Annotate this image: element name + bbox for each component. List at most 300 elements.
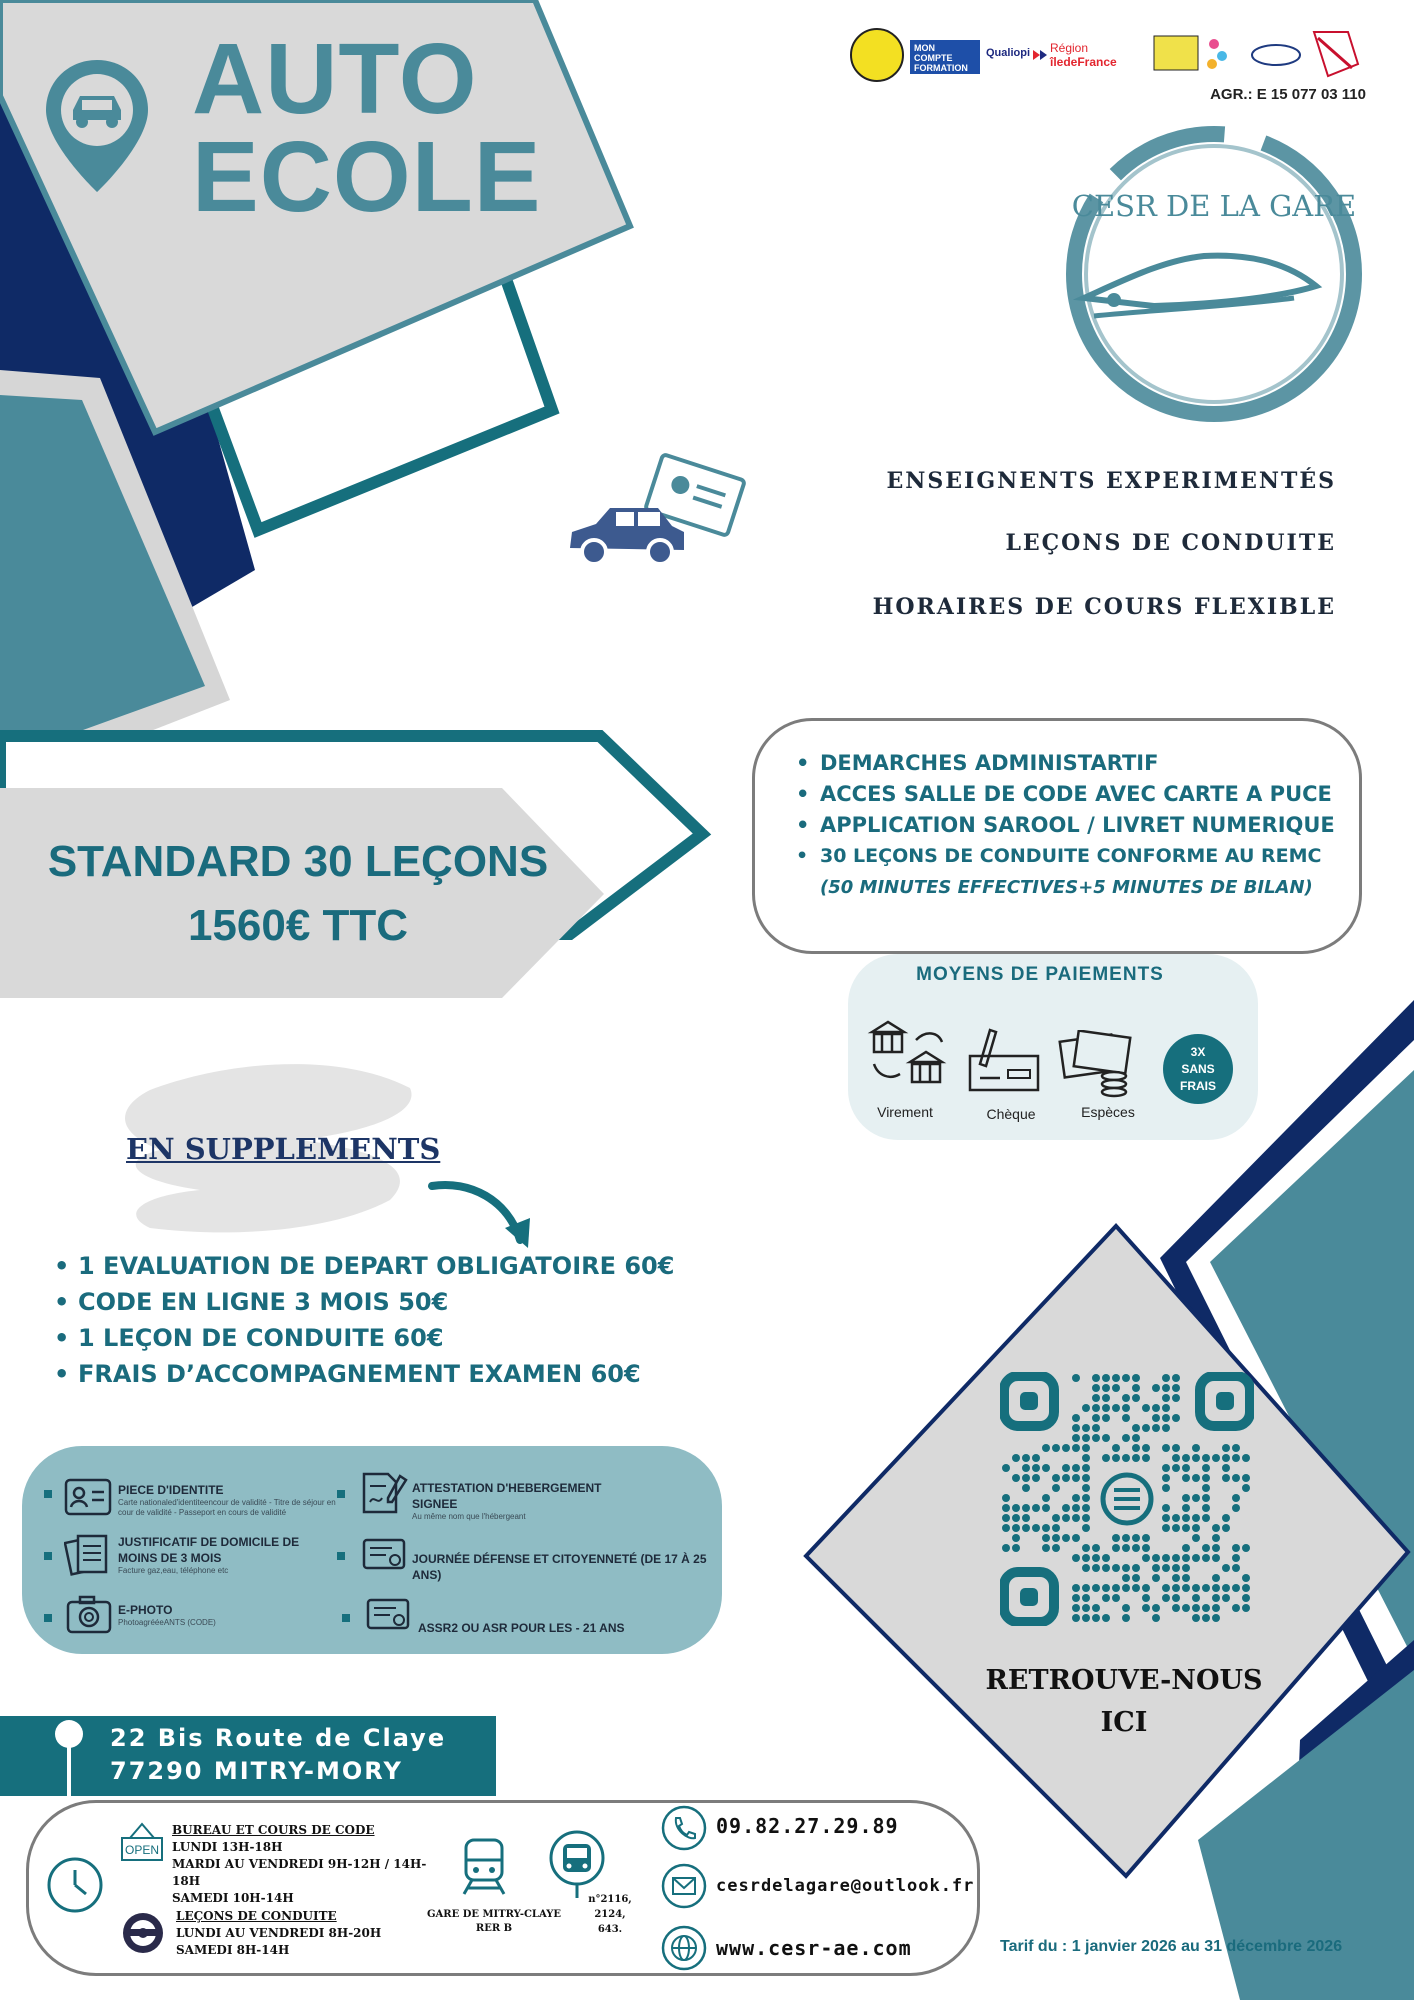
bus-label-3: 643. [597, 1924, 623, 1935]
ecole-conduite-qualite-logo [851, 29, 903, 81]
qr-module [1102, 1454, 1110, 1462]
qr-module [1072, 1504, 1080, 1512]
qr-module [1152, 1404, 1160, 1412]
qr-module [1082, 1594, 1090, 1602]
qr-module [1092, 1414, 1100, 1422]
driving-hours-line: LUNDI AU VENDREDI 8H-20H [176, 1926, 382, 1940]
qr-module [1222, 1454, 1230, 1462]
qr-module [1202, 1494, 1210, 1502]
hero-title-line2: ECOLE [192, 121, 542, 233]
doc-bullet [337, 1552, 345, 1560]
qr-module [1202, 1474, 1210, 1482]
qr-module [1102, 1434, 1110, 1442]
qr-module [1192, 1524, 1200, 1532]
supplement-item: • 1 LEÇON DE CONDUITE 60€ [50, 1320, 700, 1356]
doc-item [412, 1480, 612, 1522]
badge-line1: 3X [1190, 1044, 1206, 1059]
qr-module [1072, 1474, 1080, 1482]
qr-module [1182, 1554, 1190, 1562]
qr-module [1022, 1454, 1030, 1462]
qr-module [1052, 1524, 1060, 1532]
qr-module [1042, 1464, 1050, 1472]
office-hours-line: SAMEDI 10H-14H [172, 1891, 294, 1905]
qr-module [1002, 1544, 1010, 1552]
qr-module [1052, 1474, 1060, 1482]
centre-formation-logo [1209, 39, 1219, 49]
driving-hours-line: SAMEDI 8H-14H [176, 1943, 290, 1957]
open-sign-text: OPEN [124, 1843, 160, 1857]
qr-module [1022, 1474, 1030, 1482]
qr-module [1102, 1564, 1110, 1572]
qr-module [1112, 1584, 1120, 1592]
qr-module [1112, 1564, 1120, 1572]
doc-title: JOURNÉE DÉFENSE ET CITOYENNETÉ (DE 17 À 25 ANS) [412, 1552, 707, 1582]
doc-sub: Facture gaz,eau, téléphone etc [118, 1566, 229, 1575]
qr-module [1072, 1604, 1080, 1612]
supplement-item: • 1 EVALUATION DE DEPART OBLIGATOIRE 60€ [50, 1248, 700, 1284]
qr-module [1162, 1404, 1170, 1412]
qr-module [1162, 1524, 1170, 1532]
doc-title: ASSR2 OU ASR POUR LES - 21 ANS [418, 1621, 625, 1635]
mcf-text-2: COMPTE [914, 53, 953, 63]
qr-module [1092, 1554, 1100, 1562]
payment-label-especes: Espèces [1081, 1104, 1135, 1120]
qr-module [1192, 1454, 1200, 1462]
qr-module [1152, 1414, 1160, 1422]
qr-module [1002, 1494, 1010, 1502]
qr-module [1122, 1454, 1130, 1462]
brand-logo [1054, 120, 1364, 430]
qr-module [1082, 1484, 1090, 1492]
qr-module [1122, 1414, 1130, 1422]
qr-module [1012, 1504, 1020, 1512]
qr-module [1172, 1374, 1180, 1382]
qr-module [1222, 1584, 1230, 1592]
supplements-title: EN SUPPLEMENTS [126, 1132, 441, 1166]
qr-module [1102, 1394, 1110, 1402]
qr-module [1112, 1534, 1120, 1542]
qr-module [1192, 1614, 1200, 1622]
qr-module [1162, 1514, 1170, 1522]
qr-module [1242, 1594, 1250, 1602]
clock-icon [46, 1856, 104, 1914]
mcf-text-1: MON [914, 43, 935, 53]
mcf-text-3: FORMATION [914, 63, 968, 73]
qr-module [1172, 1454, 1180, 1462]
qr-module [1162, 1414, 1170, 1422]
qr-module [1212, 1454, 1220, 1462]
qr-module [1122, 1574, 1130, 1582]
id-card-icon [64, 1478, 112, 1516]
qr-module [1182, 1494, 1190, 1502]
qr-module [1012, 1524, 1020, 1532]
qr-module [1242, 1584, 1250, 1592]
qr-module [1082, 1464, 1090, 1472]
qr-module [1132, 1374, 1140, 1382]
qr-module [1062, 1504, 1070, 1512]
doc-bullet [44, 1614, 52, 1622]
qr-module [1052, 1534, 1060, 1542]
qr-module [1132, 1394, 1140, 1402]
qr-module [1082, 1514, 1090, 1522]
qr-module [1232, 1554, 1240, 1562]
qr-module [1202, 1584, 1210, 1592]
included-note: (50 MINUTES EFFECTIVES+5 MINUTES DE BILAN) [820, 877, 1313, 898]
location-car-icon [40, 56, 154, 196]
qr-module [1032, 1504, 1040, 1512]
qr-module [1102, 1614, 1110, 1622]
doc-bullet [337, 1490, 345, 1498]
qr-module [1162, 1504, 1170, 1512]
included-item: • ACCES SALLE DE CODE AVEC CARTE A PUCE [792, 779, 1352, 810]
payment-label-virement: Virement [877, 1104, 933, 1120]
qr-module [1102, 1584, 1110, 1592]
qr-module [1082, 1454, 1090, 1462]
qr-module [1152, 1384, 1160, 1392]
qr-module [1172, 1414, 1180, 1422]
office-hours-line: MARDI AU VENDREDI 9H-12H / 14H-18H [172, 1857, 427, 1888]
qr-module [1002, 1464, 1010, 1472]
qr-module [1072, 1444, 1080, 1452]
qr-module [1222, 1474, 1230, 1482]
qr-module [1102, 1554, 1110, 1562]
qr-module [1062, 1534, 1070, 1542]
qr-module [1192, 1474, 1200, 1482]
qr-module [1172, 1564, 1180, 1572]
qr-module [1142, 1554, 1150, 1562]
qr-module [1082, 1554, 1090, 1562]
qr-caption [964, 1660, 1284, 1744]
qr-module [1192, 1584, 1200, 1592]
qr-module [1152, 1604, 1160, 1612]
qr-module [1022, 1524, 1030, 1532]
qr-module [1222, 1444, 1230, 1452]
qr-module [1242, 1484, 1250, 1492]
qr-module [1082, 1434, 1090, 1442]
qr-module [1162, 1444, 1170, 1452]
qr-module [1082, 1444, 1090, 1452]
qr-module [1082, 1614, 1090, 1622]
qr-module [1122, 1374, 1130, 1382]
qr-module [1232, 1544, 1240, 1552]
qr-module [1072, 1584, 1080, 1592]
driving-hours-title: LEÇONS DE CONDUITE [176, 1909, 337, 1923]
qr-module [1042, 1544, 1050, 1552]
qr-module [1092, 1614, 1100, 1622]
qr-module [1062, 1514, 1070, 1522]
qr-module [1122, 1604, 1130, 1612]
qr-module [1232, 1444, 1240, 1452]
doc-item [118, 1534, 318, 1576]
globe-icon [660, 1924, 708, 1972]
qr-module [1142, 1404, 1150, 1412]
qr-module [1002, 1524, 1010, 1532]
qr-module [1042, 1504, 1050, 1512]
qr-module [1002, 1504, 1010, 1512]
office-hours [172, 1822, 452, 1907]
brand-name: CESR DE LA GARE [1071, 189, 1357, 223]
qr-module [1192, 1594, 1200, 1602]
compans-logo [1252, 45, 1300, 65]
bus-label-2: 2124, [594, 1909, 626, 1920]
qr-module [1092, 1544, 1100, 1552]
qr-module [1142, 1594, 1150, 1602]
train-label [424, 1908, 564, 1936]
hero-title [192, 23, 542, 233]
qr-module [1182, 1584, 1190, 1592]
bus-label-1: n°2116, [588, 1894, 632, 1905]
qr-module [1072, 1494, 1080, 1502]
qr-module [1122, 1544, 1130, 1552]
qr-module [1162, 1424, 1170, 1432]
qr-module [1222, 1514, 1230, 1522]
qr-module [1172, 1464, 1180, 1472]
qr-module [1222, 1594, 1230, 1602]
doc-item [118, 1602, 318, 1628]
badge-line3: FRAIS [1180, 1078, 1216, 1093]
included-item-text: 30 LEÇONS DE CONDUITE CONFORME AU REMC [820, 845, 1322, 867]
qr-module [1232, 1454, 1240, 1462]
qr-module [1012, 1514, 1020, 1522]
qr-module [1182, 1474, 1190, 1482]
qr-module [1232, 1504, 1240, 1512]
qr-module [1062, 1474, 1070, 1482]
qr-module [1132, 1574, 1140, 1582]
qr-module [1162, 1464, 1170, 1472]
qr-module [1132, 1534, 1140, 1542]
qr-module [1072, 1434, 1080, 1442]
qr-module [1072, 1594, 1080, 1602]
installments-badge [1163, 1034, 1233, 1104]
qr-module [1052, 1514, 1060, 1522]
qr-module [1072, 1514, 1080, 1522]
qr-module [1222, 1524, 1230, 1532]
qr-module [1112, 1544, 1120, 1552]
qr-module [1082, 1424, 1090, 1432]
supplement-item: • FRAIS D’ACCOMPAGNEMENT EXAMEN 60€ [50, 1356, 700, 1392]
included-item: • APPLICATION SAROOL / LIVRET NUMERIQUE [792, 810, 1352, 841]
qr-module [1132, 1444, 1140, 1452]
qr-module [1202, 1484, 1210, 1492]
qr-module [1012, 1474, 1020, 1482]
qr-module [1032, 1454, 1040, 1462]
address-line1: 22 Bis Route de Claye [110, 1724, 447, 1752]
certificate-icon [366, 1598, 410, 1634]
qualiopi-logo: Qualiopi [986, 47, 1030, 59]
permis-1-euro-logo [1154, 36, 1198, 70]
qr-module [1092, 1384, 1100, 1392]
qr-module [1172, 1384, 1180, 1392]
badge-line2: SANS [1181, 1061, 1215, 1076]
address-line2: 77290 MITRY-MORY [110, 1757, 403, 1785]
qr-module [1142, 1534, 1150, 1542]
qr-module [1082, 1404, 1090, 1412]
hero-title-line1: AUTO [192, 23, 478, 135]
qr-module [1142, 1424, 1150, 1432]
qr-module [1092, 1394, 1100, 1402]
qr-module [1122, 1584, 1130, 1592]
doc-sub: Au même nom que l'hébergeant [412, 1512, 526, 1521]
train-label-2: RER B [475, 1923, 513, 1934]
qr-module [1202, 1544, 1210, 1552]
bank-transfer-icon [866, 1018, 952, 1092]
qr-module [1072, 1424, 1080, 1432]
qr-module [1122, 1434, 1130, 1442]
doc-title: ATTESTATION D'HEBERGEMENT SIGNEE [412, 1481, 602, 1511]
qr-module [1182, 1504, 1190, 1512]
qr-module [1082, 1494, 1090, 1502]
office-hours-title: BUREAU ET COURS DE CODE [172, 1823, 375, 1837]
qr-module [1182, 1454, 1190, 1462]
supplement-item: • CODE EN LIGNE 3 MOIS 50€ [50, 1284, 700, 1320]
qr-module [1162, 1594, 1170, 1602]
cheque-icon [966, 1026, 1042, 1096]
driving-hours [176, 1908, 436, 1959]
included-list [792, 748, 1352, 903]
qr-module [1072, 1374, 1080, 1382]
qr-module [1202, 1454, 1210, 1462]
qr-module [1172, 1514, 1180, 1522]
qr-module [1072, 1414, 1080, 1422]
offer-line1: STANDARD 30 LEÇONS [47, 837, 549, 886]
qr-module [1082, 1524, 1090, 1532]
email-icon [660, 1862, 708, 1910]
qr-module [1212, 1604, 1220, 1612]
qr-caption-line2: ICI [1100, 1707, 1148, 1738]
qr-module [1162, 1474, 1170, 1482]
payment-label-cheque: Chèque [986, 1106, 1036, 1122]
qr-module [1192, 1444, 1200, 1452]
phone-number[interactable]: 09.82.27.29.89 [716, 1814, 899, 1838]
qr-module [1232, 1604, 1240, 1612]
qr-module [1172, 1524, 1180, 1532]
qr-module [1082, 1504, 1090, 1512]
qr-module [1132, 1454, 1140, 1462]
email-address[interactable]: cesrdelagare@outlook.fr [716, 1876, 975, 1896]
qr-module [1052, 1444, 1060, 1452]
qr-module [1052, 1544, 1060, 1552]
qr-module [1192, 1514, 1200, 1522]
cash-icon [1058, 1030, 1138, 1102]
payment-title: MOYENS DE PAIEMENTS [916, 964, 1164, 985]
qr-module [1182, 1524, 1190, 1532]
qr-module [1122, 1564, 1130, 1572]
documents-icon [64, 1532, 112, 1576]
qr-module [1072, 1614, 1080, 1622]
qr-module [1242, 1604, 1250, 1612]
phone-icon [660, 1804, 708, 1852]
qr-module [1212, 1554, 1220, 1562]
qr-module [1102, 1594, 1110, 1602]
qr-module [1212, 1584, 1220, 1592]
doc-sub: Carte nationaled'identiteencour de validité - Titre de séjour en cour de validité - Passeport en cours de validité [118, 1498, 336, 1517]
qr-module [1102, 1374, 1110, 1382]
qr-module [1092, 1564, 1100, 1572]
qr-module [1152, 1424, 1160, 1432]
qr-module [1182, 1514, 1190, 1522]
qr-module [1002, 1514, 1010, 1522]
train-label-1: GARE DE MITRY-CLAYE [427, 1909, 561, 1920]
qr-module [1062, 1444, 1070, 1452]
feature-1: ENSEIGNENTS EXPERIMENTÉS [886, 468, 1336, 494]
offer-price: 1560€ TTC [187, 901, 409, 950]
region-text-2: îledeFrance [1050, 55, 1117, 69]
qr-module [1212, 1614, 1220, 1622]
qr-module [1072, 1464, 1080, 1472]
qr-module [1182, 1564, 1190, 1572]
qr-module [1112, 1444, 1120, 1452]
qr-module [1152, 1574, 1160, 1582]
qr-module [1112, 1384, 1120, 1392]
qr-module [1092, 1424, 1100, 1432]
qr-module [1042, 1494, 1050, 1502]
qr-module [1202, 1614, 1210, 1622]
qr-module [1072, 1554, 1080, 1562]
qr-module [1112, 1594, 1120, 1602]
bus-stop-icon [546, 1830, 608, 1900]
qr-module [1142, 1604, 1150, 1612]
doc-bullet [44, 1552, 52, 1560]
qr-module [1022, 1484, 1030, 1492]
agrement-number: AGR.: E 15 077 03 110 [1210, 86, 1366, 103]
qr-module [1182, 1574, 1190, 1582]
qr-module [1242, 1474, 1250, 1482]
camera-icon [66, 1594, 112, 1634]
qr-module [1142, 1544, 1150, 1552]
website-url[interactable]: www.cesr-ae.com [716, 1936, 912, 1960]
feature-2: LEÇONS DE CONDUITE [1005, 530, 1336, 556]
doc-title: E-PHOTO [118, 1603, 173, 1617]
qr-module [1162, 1384, 1170, 1392]
qr-module [1102, 1384, 1110, 1392]
qr-module [1212, 1544, 1220, 1552]
qr-module [1142, 1454, 1150, 1462]
qr-module [1012, 1454, 1020, 1462]
train-icon [456, 1836, 512, 1898]
region-text-1: Région [1050, 41, 1089, 55]
qr-module [1092, 1374, 1100, 1382]
qr-module [1162, 1394, 1170, 1402]
qr-module [1212, 1534, 1220, 1542]
qr-module [1152, 1564, 1160, 1572]
qr-code[interactable] [1000, 1372, 1254, 1626]
qr-module [1092, 1584, 1100, 1592]
qr-module [1022, 1514, 1030, 1522]
qr-module [1212, 1524, 1220, 1532]
included-item [792, 841, 1352, 903]
qr-module [1242, 1544, 1250, 1552]
qr-module [1192, 1494, 1200, 1502]
qr-module [1132, 1584, 1140, 1592]
qr-module [1222, 1564, 1230, 1572]
qr-module [1112, 1374, 1120, 1382]
included-item: • DEMARCHES ADMINISTARTIF [792, 748, 1352, 779]
qr-module [1132, 1424, 1140, 1432]
qr-module [1082, 1544, 1090, 1552]
feature-3: HORAIRES DE COURS FLEXIBLE [872, 594, 1336, 620]
qr-module [1202, 1604, 1210, 1612]
qr-module [1232, 1584, 1240, 1592]
qr-module [1082, 1604, 1090, 1612]
car-license-icon [566, 452, 746, 578]
supplements-list [50, 1248, 700, 1392]
qr-module [1142, 1444, 1150, 1452]
qr-module [1202, 1504, 1210, 1512]
qr-module [1042, 1534, 1050, 1542]
qr-module [1032, 1524, 1040, 1532]
office-hours-line: LUNDI 13H-18H [172, 1840, 283, 1854]
qr-module [1022, 1464, 1030, 1472]
